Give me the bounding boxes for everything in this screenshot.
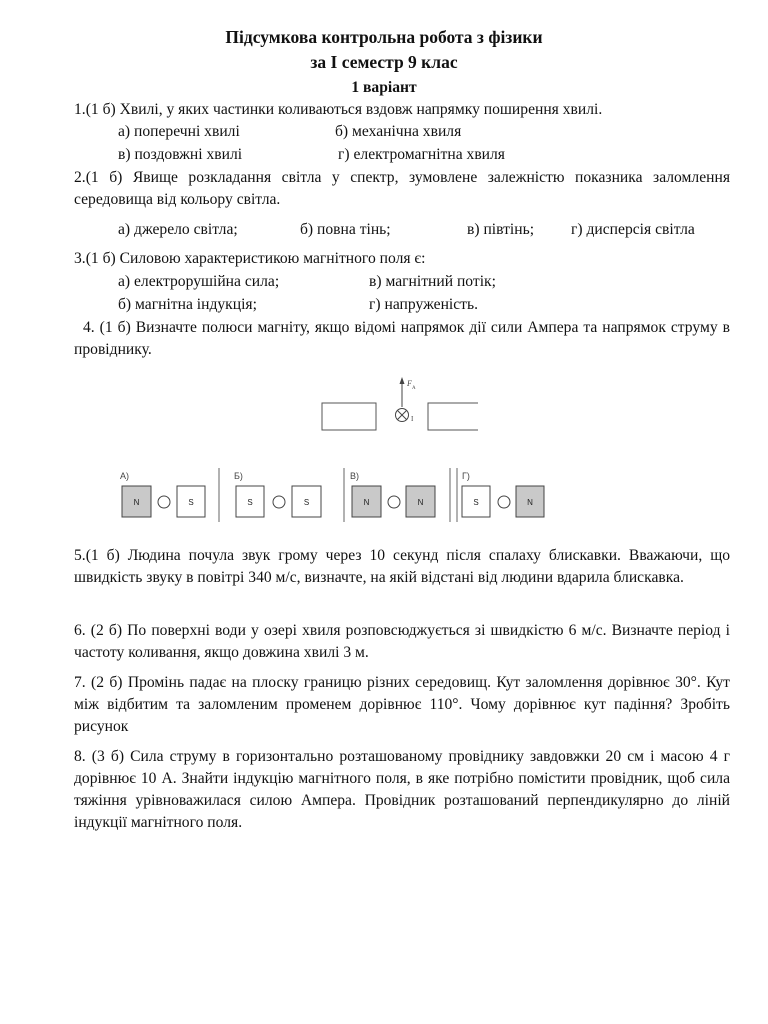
page-title: Підсумкова контрольна робота з фізики [225,27,543,47]
question-1-option-c: в) поздовжні хвилі [118,146,243,163]
question-6-text: 6. (2 б) По поверхні води у озері хвиля розповсюджується зі швидкістю 6 м/с. Визначте період і частоту коливання, якщо довжина хвилі 3 м. [74,622,730,661]
option-b-label: Б) [234,471,243,481]
option-v-right-pole: N [417,498,424,507]
magnet-figure [318,374,478,436]
option-v-label: В) [350,471,359,481]
option-b-conductor [273,496,285,508]
option-b-figure [228,466,338,524]
question-5-text: 5.(1 б) Людина почула звук грому через 10 секунд після спалаху блискавки. Вважаючи, що швидкість звуку в повітрі 340 м/с, визначте, на якій відстані від людини вдарила блискавка. [74,547,730,586]
option-g-right-pole: N [527,498,533,507]
magnet-right-block [428,403,478,430]
question-1-option-a: а) поперечні хвилі [118,123,240,140]
option-a-label: А) [120,471,129,481]
question-4-text: 4. (1 б) Визначте полюси магніту, якщо відомі напрямок дії сили Ампера та напрямок струму в провіднику. [74,319,730,358]
current-label: I [411,415,414,423]
magnet-left-block [322,403,376,430]
question-8-text: 8. (3 б) Сила струму в горизонтально розташованому провіднику завдовжки 20 см і масою 4 г дорівнює 10 А. Знайти індукцію магнітного поля, в яке потрібно помістити провідник, щоб сила тяжіння урівноважилася силою Ампера. Провідник розташований перпендикулярно до ліній індукції магнітного поля. [74,748,730,831]
variant-label: 1 варіант [351,79,417,96]
question-1-option-d: г) електромагнітна хвиля [338,146,505,163]
page-subtitle: за І семестр 9 клас [310,52,458,72]
question-2-option-b: б) повна тінь; [300,221,391,238]
option-b-right-pole: S [303,498,310,507]
question-3-option-c: б) магнітна індукція; [118,296,257,313]
option-g-left-pole: S [473,498,479,507]
question-1-option-b: б) механічна хвиля [335,123,462,140]
option-a-right-pole: S [188,498,194,507]
question-2-text: 2.(1 б) Явище розкладання світла у спектр, зумовлене залежністю показника заломлення середовища від кольору світла. [74,169,730,208]
option-b-left-pole: S [247,498,253,507]
force-label: F [407,379,412,388]
question-3-text: 3.(1 б) Силовою характеристикою магнітного поля є: [74,250,426,267]
question-3-option-b: в) магнітний потік; [369,273,496,290]
question-2-option-d: г) дисперсія світла [571,221,695,238]
option-a-left-pole: N [133,498,140,507]
option-v-left-pole: N [363,498,370,507]
option-g-conductor [498,496,510,508]
question-2-option-a: а) джерело світла; [118,221,238,238]
question-7-text: 7. (2 б) Промінь падає на плоску границю різних середовищ. Кут заломлення дорівнює 30°. Кут між відбитим та заломленим променем дорівнює 110°. Чому дорівнює кут падіння? Зробіть рисунок [74,674,730,735]
option-g-figure [456,466,548,524]
question-1-text: 1.(1 б) Хвилі, у яких частинки коливаються вздовж напрямку поширення хвилі. [74,101,603,118]
option-g-label: Г) [462,471,470,481]
question-2-option-c: в) півтінь; [467,221,535,238]
option-a-conductor [158,496,170,508]
force-arrow-head [400,377,405,384]
question-3-option-a: а) електрорушійна сила; [118,273,280,290]
question-3-option-d: г) напруженість. [369,296,478,313]
option-v-conductor [388,496,400,508]
option-a-figure [118,466,224,524]
force-subscript: A [412,386,416,391]
option-v-figure [342,466,452,524]
